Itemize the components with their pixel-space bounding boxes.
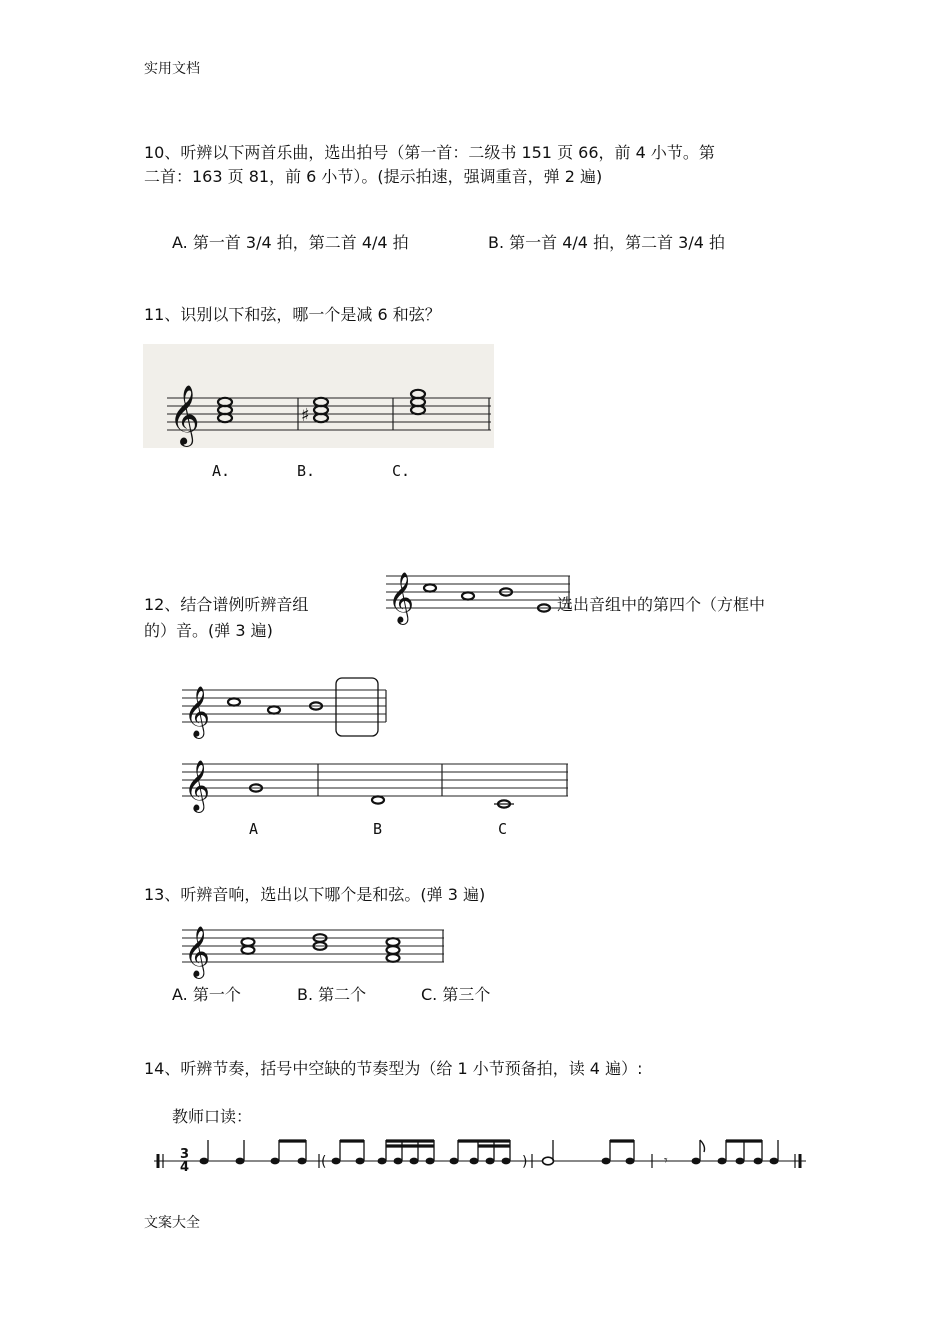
page-footer: 文案大全 xyxy=(144,1215,200,1231)
q12-line1-start: 12、结合谱例听辨音组 xyxy=(144,595,309,614)
q11-chord-image xyxy=(143,344,494,448)
q12-line2: 的）音。(弹 3 遍) xyxy=(144,621,273,640)
q14-rhythm-line xyxy=(150,1134,810,1184)
svg-text:𝄞: 𝄞 xyxy=(184,760,211,811)
q10-line1: 10、听辨以下两首乐曲，选出拍号（第一首：二级书 151 页 66，前 4 小节。第 xyxy=(144,143,715,162)
q14-teacher-label: 教师口读： xyxy=(172,1107,253,1126)
q11-question: 11、识别以下和弦，哪一个是减 6 和弦？ xyxy=(144,305,441,324)
svg-text:): ) xyxy=(522,1154,528,1170)
q13-chord-staff xyxy=(178,918,448,980)
q12-label-c[interactable]: C xyxy=(498,820,508,838)
q12-label-b[interactable]: B xyxy=(373,820,383,838)
q12-options-staff xyxy=(178,748,573,818)
q11-label-c[interactable]: C. xyxy=(392,462,411,480)
time-sig-top: 3 xyxy=(180,1147,190,1162)
sharp-icon: ♯ xyxy=(301,405,310,426)
svg-text:𝄾: 𝄾 xyxy=(664,1153,668,1169)
q11-label-a[interactable]: A. xyxy=(212,462,231,480)
svg-text:(: ( xyxy=(321,1154,327,1170)
svg-text:𝄞: 𝄞 xyxy=(184,686,211,737)
q14-question: 14、听辨节奏，括号中空缺的节奏型为（给 1 小节预备拍，读 4 遍）: xyxy=(144,1059,643,1078)
svg-text:𝄞: 𝄞 xyxy=(388,572,415,623)
page-header: 实用文档 xyxy=(144,61,200,77)
treble-clef-icon: 𝄞 xyxy=(169,385,200,445)
q13-option-a[interactable]: A. 第一个 xyxy=(172,985,241,1004)
q12-inline-staff xyxy=(382,560,572,623)
time-sig-bottom: 4 xyxy=(180,1160,190,1175)
svg-text:𝄞: 𝄞 xyxy=(184,926,211,977)
q11-label-b[interactable]: B. xyxy=(297,462,316,480)
q10-option-a[interactable]: A. 第一首 3/4 拍，第二首 4/4 拍 xyxy=(172,233,409,252)
q12-boxed-staff xyxy=(178,676,393,740)
answer-box xyxy=(336,678,378,736)
q13-option-c[interactable]: C. 第三个 xyxy=(421,985,491,1004)
q12-label-a[interactable]: A xyxy=(249,820,259,838)
q13-question: 13、听辨音响，选出以下哪个是和弦。(弹 3 遍) xyxy=(144,885,486,904)
q12-line1-end: 选出音组中的第四个（方框中 xyxy=(557,595,766,614)
q13-option-b[interactable]: B. 第二个 xyxy=(297,985,367,1004)
q10-line2: 二首：163 页 81，前 6 小节）。(提示拍速，强调重音，弹 2 遍) xyxy=(144,167,603,186)
q10-option-b[interactable]: B. 第一首 4/4 拍，第二首 3/4 拍 xyxy=(488,233,725,252)
